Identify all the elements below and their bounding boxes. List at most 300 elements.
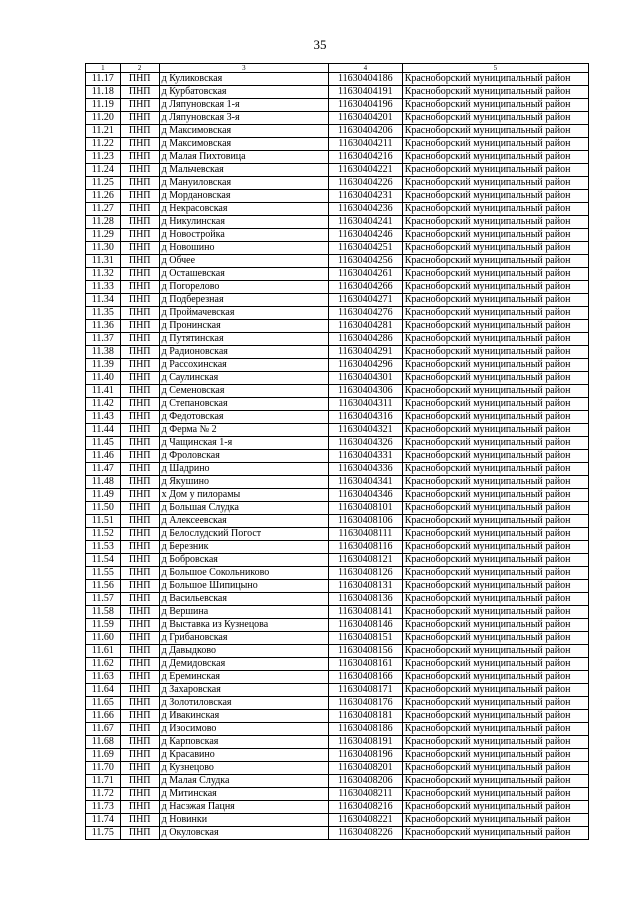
- oktmo-code-cell: 11630404256: [329, 255, 403, 268]
- oktmo-code-cell: 11630404211: [329, 138, 403, 151]
- table-row: [86, 294, 589, 307]
- row-number-cell: 11.22: [86, 138, 121, 151]
- table-row: [86, 762, 589, 775]
- table-row: [86, 801, 589, 814]
- settlement-name-cell: д Насэжая Пацня: [159, 801, 328, 814]
- header-cell-1: 1: [86, 64, 121, 73]
- settlement-name-cell: д Белослудский Погост: [159, 528, 328, 541]
- settlement-name-cell: д Максимовская: [159, 125, 328, 138]
- table-row: [86, 242, 589, 255]
- district-cell: Красноборский муниципальный район: [402, 775, 588, 788]
- row-number-cell: 11.18: [86, 86, 121, 99]
- oktmo-code-cell: 11630408206: [329, 775, 403, 788]
- settlement-name-cell: д Никулинская: [159, 216, 328, 229]
- oktmo-code-cell: 11630408131: [329, 580, 403, 593]
- district-cell: Красноборский муниципальный район: [402, 554, 588, 567]
- oktmo-code-cell: 11630404291: [329, 346, 403, 359]
- type-cell: ПНП: [120, 645, 159, 658]
- table-row: [86, 723, 589, 736]
- settlement-name-cell: д Рассохинская: [159, 359, 328, 372]
- type-cell: ПНП: [120, 255, 159, 268]
- row-number-cell: 11.20: [86, 112, 121, 125]
- settlement-name-cell: д Осташевская: [159, 268, 328, 281]
- row-number-cell: 11.46: [86, 450, 121, 463]
- type-cell: ПНП: [120, 450, 159, 463]
- type-cell: ПНП: [120, 580, 159, 593]
- row-number-cell: 11.17: [86, 73, 121, 86]
- table-row: [86, 190, 589, 203]
- district-cell: Красноборский муниципальный район: [402, 320, 588, 333]
- row-number-cell: 11.27: [86, 203, 121, 216]
- row-number-cell: 11.63: [86, 671, 121, 684]
- type-cell: ПНП: [120, 229, 159, 242]
- settlement-name-cell: д Грибановская: [159, 632, 328, 645]
- type-cell: ПНП: [120, 73, 159, 86]
- row-number-cell: 11.21: [86, 125, 121, 138]
- district-cell: Красноборский муниципальный район: [402, 307, 588, 320]
- row-number-cell: 11.41: [86, 385, 121, 398]
- type-cell: ПНП: [120, 437, 159, 450]
- type-cell: ПНП: [120, 606, 159, 619]
- district-cell: Красноборский муниципальный район: [402, 346, 588, 359]
- table-row: [86, 710, 589, 723]
- type-cell: ПНП: [120, 216, 159, 229]
- settlement-name-cell: д Путятинская: [159, 333, 328, 346]
- table-row: [86, 125, 589, 138]
- settlement-name-cell: д Ферма № 2: [159, 424, 328, 437]
- row-number-cell: 11.67: [86, 723, 121, 736]
- settlement-name-cell: д Погорелово: [159, 281, 328, 294]
- row-number-cell: 11.39: [86, 359, 121, 372]
- type-cell: ПНП: [120, 515, 159, 528]
- row-number-cell: 11.29: [86, 229, 121, 242]
- type-cell: ПНП: [120, 502, 159, 515]
- oktmo-code-cell: 11630404271: [329, 294, 403, 307]
- district-cell: Красноборский муниципальный район: [402, 684, 588, 697]
- table-row: [86, 164, 589, 177]
- row-number-cell: 11.35: [86, 307, 121, 320]
- oktmo-code-cell: 11630404191: [329, 86, 403, 99]
- oktmo-code-cell: 11630404301: [329, 372, 403, 385]
- settlement-name-cell: д Якушино: [159, 476, 328, 489]
- type-cell: ПНП: [120, 99, 159, 112]
- oktmo-code-cell: 11630404286: [329, 333, 403, 346]
- oktmo-code-cell: 11630404311: [329, 398, 403, 411]
- table-row: [86, 320, 589, 333]
- district-cell: Красноборский муниципальный район: [402, 827, 588, 840]
- oktmo-code-cell: 11630408116: [329, 541, 403, 554]
- type-cell: ПНП: [120, 242, 159, 255]
- oktmo-code-cell: 11630408111: [329, 528, 403, 541]
- row-number-cell: 11.70: [86, 762, 121, 775]
- table-row: [86, 788, 589, 801]
- table-row: [86, 203, 589, 216]
- oktmo-code-cell: 11630408181: [329, 710, 403, 723]
- settlement-name-cell: д Куликовская: [159, 73, 328, 86]
- settlement-name-cell: д Подберезная: [159, 294, 328, 307]
- table-row: [86, 138, 589, 151]
- settlement-name-cell: д Красавино: [159, 749, 328, 762]
- oktmo-code-cell: 11630404251: [329, 242, 403, 255]
- type-cell: ПНП: [120, 710, 159, 723]
- settlement-name-cell: д Мальчевская: [159, 164, 328, 177]
- settlement-name-cell: д Семеновская: [159, 385, 328, 398]
- settlement-name-cell: д Васильевская: [159, 593, 328, 606]
- type-cell: ПНП: [120, 736, 159, 749]
- table-row: [86, 658, 589, 671]
- row-number-cell: 11.24: [86, 164, 121, 177]
- table-row: [86, 697, 589, 710]
- oktmo-code-cell: 11630404316: [329, 411, 403, 424]
- district-cell: Красноборский муниципальный район: [402, 606, 588, 619]
- type-cell: ПНП: [120, 528, 159, 541]
- type-cell: ПНП: [120, 788, 159, 801]
- table-row: [86, 229, 589, 242]
- district-cell: Красноборский муниципальный район: [402, 216, 588, 229]
- table-row: [86, 606, 589, 619]
- table-row: [86, 684, 589, 697]
- table-row: [86, 216, 589, 229]
- oktmo-code-cell: 11630408146: [329, 619, 403, 632]
- district-cell: Красноборский муниципальный район: [402, 255, 588, 268]
- settlement-name-cell: д Чащинская 1-я: [159, 437, 328, 450]
- oktmo-code-cell: 11630408196: [329, 749, 403, 762]
- table-row: [86, 346, 589, 359]
- oktmo-code-cell: 11630408186: [329, 723, 403, 736]
- district-cell: Красноборский муниципальный район: [402, 697, 588, 710]
- district-cell: Красноборский муниципальный район: [402, 385, 588, 398]
- oktmo-code-cell: 11630408141: [329, 606, 403, 619]
- table-row: [86, 437, 589, 450]
- type-cell: ПНП: [120, 632, 159, 645]
- settlement-name-cell: д Большое Сокольниково: [159, 567, 328, 580]
- header-cell-4: 4: [329, 64, 403, 73]
- type-cell: ПНП: [120, 385, 159, 398]
- type-cell: ПНП: [120, 190, 159, 203]
- type-cell: ПНП: [120, 567, 159, 580]
- oktmo-code-cell: 11630408161: [329, 658, 403, 671]
- row-number-cell: 11.56: [86, 580, 121, 593]
- oktmo-code-cell: 11630408156: [329, 645, 403, 658]
- type-cell: ПНП: [120, 112, 159, 125]
- row-number-cell: 11.69: [86, 749, 121, 762]
- oktmo-code-cell: 11630404246: [329, 229, 403, 242]
- table-row: [86, 424, 589, 437]
- page-number: 35: [313, 37, 327, 52]
- table-row: [86, 814, 589, 827]
- table-row: [86, 554, 589, 567]
- header-cell-5: 5: [402, 64, 588, 73]
- district-cell: Красноборский муниципальный район: [402, 411, 588, 424]
- settlement-name-cell: д Золотиловская: [159, 697, 328, 710]
- district-cell: Красноборский муниципальный район: [402, 86, 588, 99]
- settlement-name-cell: д Проймачевская: [159, 307, 328, 320]
- row-number-cell: 11.71: [86, 775, 121, 788]
- oktmo-code-cell: 11630408211: [329, 788, 403, 801]
- table-row: [86, 567, 589, 580]
- oktmo-code-cell: 11630404281: [329, 320, 403, 333]
- oktmo-code-cell: 11630408126: [329, 567, 403, 580]
- type-cell: ПНП: [120, 164, 159, 177]
- district-cell: Красноборский муниципальный район: [402, 749, 588, 762]
- settlement-name-cell: д Большая Слудка: [159, 502, 328, 515]
- table-row: [86, 359, 589, 372]
- type-cell: ПНП: [120, 138, 159, 151]
- type-cell: ПНП: [120, 268, 159, 281]
- row-number-cell: 11.72: [86, 788, 121, 801]
- table-row: [86, 515, 589, 528]
- header-row: [86, 64, 589, 73]
- settlement-name-cell: д Ереминская: [159, 671, 328, 684]
- settlement-name-cell: д Малая Слудка: [159, 775, 328, 788]
- district-cell: Красноборский муниципальный район: [402, 476, 588, 489]
- row-number-cell: 11.74: [86, 814, 121, 827]
- table-row: [86, 411, 589, 424]
- oktmo-code-cell: 11630404276: [329, 307, 403, 320]
- table-row: [86, 450, 589, 463]
- district-cell: Красноборский муниципальный район: [402, 112, 588, 125]
- district-cell: Красноборский муниципальный район: [402, 580, 588, 593]
- district-cell: Красноборский муниципальный район: [402, 73, 588, 86]
- oktmo-code-cell: 11630408201: [329, 762, 403, 775]
- table-row: [86, 372, 589, 385]
- type-cell: ПНП: [120, 489, 159, 502]
- table-row: [86, 502, 589, 515]
- row-number-cell: 11.49: [86, 489, 121, 502]
- settlement-name-cell: д Саулинская: [159, 372, 328, 385]
- district-cell: Красноборский муниципальный район: [402, 632, 588, 645]
- district-cell: Красноборский муниципальный район: [402, 359, 588, 372]
- settlement-name-cell: д Пронинская: [159, 320, 328, 333]
- district-cell: Красноборский муниципальный район: [402, 164, 588, 177]
- table-row: [86, 255, 589, 268]
- district-cell: Красноборский муниципальный район: [402, 268, 588, 281]
- oktmo-code-cell: 11630408166: [329, 671, 403, 684]
- row-number-cell: 11.73: [86, 801, 121, 814]
- table-row: [86, 541, 589, 554]
- type-cell: ПНП: [120, 476, 159, 489]
- row-number-cell: 11.61: [86, 645, 121, 658]
- row-number-cell: 11.45: [86, 437, 121, 450]
- district-cell: Красноборский муниципальный район: [402, 645, 588, 658]
- table-row: [86, 463, 589, 476]
- district-cell: Красноборский муниципальный район: [402, 762, 588, 775]
- row-number-cell: 11.30: [86, 242, 121, 255]
- row-number-cell: 11.33: [86, 281, 121, 294]
- table-row: [86, 112, 589, 125]
- settlement-name-cell: д Фроловская: [159, 450, 328, 463]
- type-cell: ПНП: [120, 749, 159, 762]
- settlement-name-cell: д Федотовская: [159, 411, 328, 424]
- settlement-name-cell: д Окуловская: [159, 827, 328, 840]
- row-number-cell: 11.65: [86, 697, 121, 710]
- settlement-name-cell: д Степановская: [159, 398, 328, 411]
- settlement-name-cell: д Березник: [159, 541, 328, 554]
- type-cell: ПНП: [120, 411, 159, 424]
- row-number-cell: 11.75: [86, 827, 121, 840]
- row-number-cell: 11.58: [86, 606, 121, 619]
- row-number-cell: 11.44: [86, 424, 121, 437]
- row-number-cell: 11.66: [86, 710, 121, 723]
- type-cell: ПНП: [120, 203, 159, 216]
- row-number-cell: 11.55: [86, 567, 121, 580]
- district-cell: Красноборский муниципальный район: [402, 450, 588, 463]
- district-cell: Красноборский муниципальный район: [402, 125, 588, 138]
- row-number-cell: 11.26: [86, 190, 121, 203]
- type-cell: ПНП: [120, 619, 159, 632]
- type-cell: ПНП: [120, 658, 159, 671]
- row-number-cell: 11.50: [86, 502, 121, 515]
- row-number-cell: 11.59: [86, 619, 121, 632]
- district-cell: Красноборский муниципальный район: [402, 99, 588, 112]
- type-cell: ПНП: [120, 398, 159, 411]
- type-cell: ПНП: [120, 827, 159, 840]
- row-number-cell: 11.34: [86, 294, 121, 307]
- row-number-cell: 11.62: [86, 658, 121, 671]
- row-number-cell: 11.25: [86, 177, 121, 190]
- row-number-cell: 11.38: [86, 346, 121, 359]
- oktmo-code-cell: 11630404321: [329, 424, 403, 437]
- row-number-cell: 11.57: [86, 593, 121, 606]
- oktmo-code-cell: 11630404196: [329, 99, 403, 112]
- type-cell: ПНП: [120, 671, 159, 684]
- district-cell: Красноборский муниципальный район: [402, 398, 588, 411]
- settlement-name-cell: д Мордановская: [159, 190, 328, 203]
- district-cell: Красноборский муниципальный район: [402, 593, 588, 606]
- district-cell: Красноборский муниципальный район: [402, 424, 588, 437]
- oktmo-code-cell: 11630404236: [329, 203, 403, 216]
- type-cell: ПНП: [120, 294, 159, 307]
- district-cell: Красноборский муниципальный район: [402, 658, 588, 671]
- row-number-cell: 11.47: [86, 463, 121, 476]
- type-cell: ПНП: [120, 151, 159, 164]
- oktmo-code-cell: 11630404186: [329, 73, 403, 86]
- oktmo-code-cell: 11630404221: [329, 164, 403, 177]
- type-cell: ПНП: [120, 177, 159, 190]
- oktmo-code-cell: 11630408171: [329, 684, 403, 697]
- settlement-name-cell: д Изосимово: [159, 723, 328, 736]
- district-cell: Красноборский муниципальный район: [402, 151, 588, 164]
- type-cell: ПНП: [120, 775, 159, 788]
- type-cell: ПНП: [120, 723, 159, 736]
- oktmo-code-cell: 11630408136: [329, 593, 403, 606]
- table-row: [86, 307, 589, 320]
- type-cell: ПНП: [120, 359, 159, 372]
- table-row: [86, 86, 589, 99]
- settlement-name-cell: д Карповская: [159, 736, 328, 749]
- type-cell: ПНП: [120, 86, 159, 99]
- district-cell: Красноборский муниципальный район: [402, 528, 588, 541]
- settlement-name-cell: д Курбатовская: [159, 86, 328, 99]
- district-cell: Красноборский муниципальный район: [402, 736, 588, 749]
- oktmo-code-cell: 11630404346: [329, 489, 403, 502]
- settlement-name-cell: д Новошино: [159, 242, 328, 255]
- row-number-cell: 11.52: [86, 528, 121, 541]
- row-number-cell: 11.68: [86, 736, 121, 749]
- settlement-name-cell: д Малая Пихтовица: [159, 151, 328, 164]
- oktmo-code-cell: 11630404261: [329, 268, 403, 281]
- table-row: [86, 333, 589, 346]
- type-cell: ПНП: [120, 281, 159, 294]
- table-row: [86, 489, 589, 502]
- district-cell: Красноборский муниципальный район: [402, 294, 588, 307]
- table-row: [86, 736, 589, 749]
- row-number-cell: 11.60: [86, 632, 121, 645]
- row-number-cell: 11.37: [86, 333, 121, 346]
- settlement-name-cell: д Радионовская: [159, 346, 328, 359]
- table-row: [86, 671, 589, 684]
- settlement-name-cell: д Ляпуновская 1-я: [159, 99, 328, 112]
- district-cell: Красноборский муниципальный район: [402, 801, 588, 814]
- settlement-name-cell: д Некрасовская: [159, 203, 328, 216]
- table-row: [86, 268, 589, 281]
- district-cell: Красноборский муниципальный район: [402, 437, 588, 450]
- district-cell: Красноборский муниципальный район: [402, 177, 588, 190]
- district-cell: Красноборский муниципальный район: [402, 281, 588, 294]
- oktmo-code-cell: 11630404266: [329, 281, 403, 294]
- settlement-name-cell: д Бобровская: [159, 554, 328, 567]
- oktmo-code-cell: 11630408101: [329, 502, 403, 515]
- table-row: [86, 827, 589, 840]
- oktmo-code-cell: 11630404326: [329, 437, 403, 450]
- settlement-name-cell: д Ляпуновская 3-я: [159, 112, 328, 125]
- row-number-cell: 11.42: [86, 398, 121, 411]
- settlement-name-cell: д Новинки: [159, 814, 328, 827]
- oktmo-code-cell: 11630408121: [329, 554, 403, 567]
- row-number-cell: 11.51: [86, 515, 121, 528]
- oktmo-code-cell: 11630404201: [329, 112, 403, 125]
- type-cell: ПНП: [120, 320, 159, 333]
- header-cell-2: 2: [120, 64, 159, 73]
- oktmo-code-cell: 11630408191: [329, 736, 403, 749]
- oktmo-code-cell: 11630404206: [329, 125, 403, 138]
- settlement-name-cell: д Алексеевская: [159, 515, 328, 528]
- district-cell: Красноборский муниципальный район: [402, 242, 588, 255]
- settlement-name-cell: д Шадрино: [159, 463, 328, 476]
- type-cell: ПНП: [120, 125, 159, 138]
- row-number-cell: 11.31: [86, 255, 121, 268]
- table-header: [86, 64, 589, 73]
- table-row: [86, 99, 589, 112]
- district-cell: Красноборский муниципальный район: [402, 502, 588, 515]
- district-cell: Красноборский муниципальный район: [402, 710, 588, 723]
- oktmo-code-cell: 11630404241: [329, 216, 403, 229]
- type-cell: ПНП: [120, 372, 159, 385]
- settlement-name-cell: д Максимовская: [159, 138, 328, 151]
- type-cell: ПНП: [120, 684, 159, 697]
- settlement-name-cell: д Митинская: [159, 788, 328, 801]
- district-cell: Красноборский муниципальный район: [402, 333, 588, 346]
- oktmo-code-cell: 11630404331: [329, 450, 403, 463]
- settlements-table: [85, 63, 589, 840]
- table-row: [86, 528, 589, 541]
- table-row: [86, 73, 589, 86]
- type-cell: ПНП: [120, 424, 159, 437]
- row-number-cell: 11.36: [86, 320, 121, 333]
- row-number-cell: 11.48: [86, 476, 121, 489]
- type-cell: ПНП: [120, 697, 159, 710]
- type-cell: ПНП: [120, 801, 159, 814]
- district-cell: Красноборский муниципальный район: [402, 788, 588, 801]
- oktmo-code-cell: 11630408221: [329, 814, 403, 827]
- table-row: [86, 177, 589, 190]
- district-cell: Красноборский муниципальный район: [402, 138, 588, 151]
- oktmo-code-cell: 11630404231: [329, 190, 403, 203]
- district-cell: Красноборский муниципальный район: [402, 372, 588, 385]
- type-cell: ПНП: [120, 554, 159, 567]
- district-cell: Красноборский муниципальный район: [402, 203, 588, 216]
- settlement-name-cell: д Давыдково: [159, 645, 328, 658]
